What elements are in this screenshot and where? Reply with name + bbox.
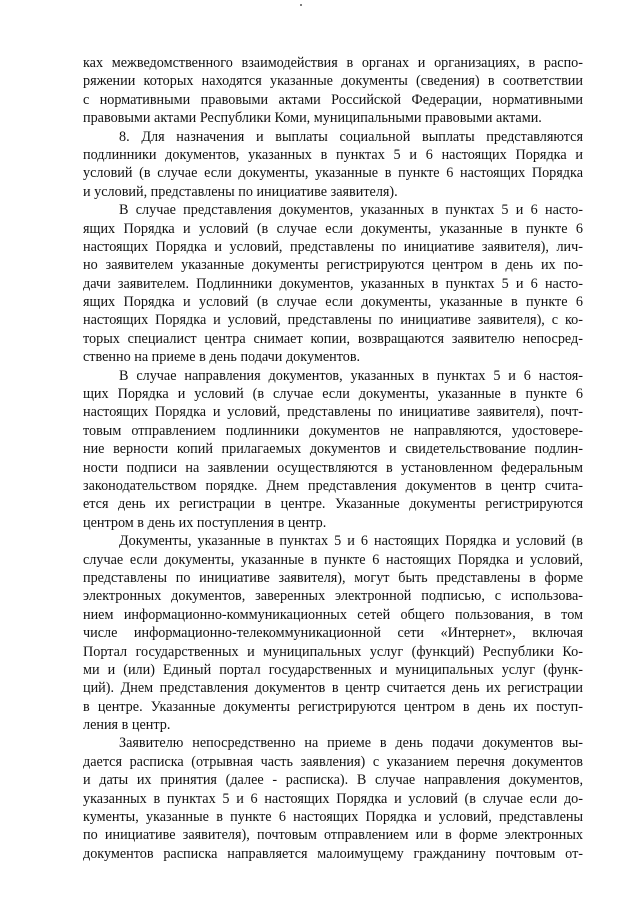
text-line: ящих Порядка и условий (в случае если документы, указанные в пункте 6 [83, 220, 583, 237]
text-line: подлинники документов, указанных в пунктах 5 и 6 настоящих Порядка и [83, 146, 583, 163]
text-line: ления в центр. [83, 717, 171, 734]
paragraph-5 [83, 532, 583, 734]
text-line: дачи заявителем. Подлинники документов, указанных в пунктах 5 и 6 насто- [83, 275, 583, 292]
text-line: правовыми актами Республики Коми, муниципальными правовыми актами. [83, 110, 542, 127]
paragraph-6 [83, 734, 583, 863]
text-line: в центре. Указанные документы регистрируются центром в день их поступ- [83, 698, 583, 715]
text-line: числе информационно-телекоммуникационной сети «Интернет», включая [83, 625, 583, 642]
text-line: представлены по инициативе заявителя), могут быть представлены в форме [83, 569, 583, 586]
text-line: и даты их принятия (далее - расписка). В случае направления документов, [83, 772, 583, 789]
text-line: законодательством порядке. Днем представления документов в центр счита- [83, 477, 583, 494]
text-line: с нормативными правовыми актами Российской Федерации, нормативными [83, 91, 583, 108]
text-line: и условий, представлены по инициативе заявителя). [83, 183, 398, 200]
text-line: дается расписка (отрывная часть заявления) с указанием перечня документов [83, 753, 583, 770]
text-line: условий (в случае если документы, указанные в пункте 6 настоящих Порядка [83, 165, 583, 182]
text-line: 8. Для назначения и выплаты социальной выплаты представляются [119, 128, 583, 145]
text-line: В случае представления документов, указанных в пунктах 5 и 6 насто- [119, 202, 583, 219]
text-line: настоящих Порядка и условий, представлены по инициативе заявителя), с ко- [83, 312, 583, 329]
text-line: но заявителем указанные документы регистрируются центром в день их по- [83, 257, 583, 274]
paragraph-4 [83, 367, 583, 533]
text-line: товым отправлением подлинники документов не направляются, удостовере- [83, 422, 583, 439]
document-body [83, 54, 583, 863]
scan-dot-mark [300, 4, 302, 6]
text-line: центром в день их поступления в центр. [83, 514, 327, 531]
text-line: торых специалист центра снимает копии, возвращаются заявителю непосред- [83, 330, 583, 347]
text-line: ций). Днем представления документов в центр считается день их регистрации [83, 680, 583, 697]
text-line: ряжении которых находятся указанные документы (сведения) в соответствии [83, 73, 583, 90]
text-line: В случае направления документов, указанных в пунктах 5 и 6 настоя- [119, 367, 583, 384]
text-line: кументы, указанные в пункте 6 настоящих Порядка и условий, представлены [83, 809, 583, 826]
text-line: Портал государственных и муниципальных услуг (функций) Республики Ко- [83, 643, 583, 660]
text-line: электронных документов, заверенных электронной подписью, с использова- [83, 588, 583, 605]
paragraph-2 [83, 128, 583, 202]
text-line: настоящих Порядка и условий, представлены по инициативе заявителя), лич- [83, 238, 583, 255]
paragraph-1 [83, 54, 583, 128]
text-line: ние верности копий прилагаемых документов и свидетельствование подлин- [83, 441, 583, 458]
text-line: Заявителю непосредственно на приеме в день подачи документов вы- [119, 735, 583, 752]
text-line: документов расписка направляется малоимущему гражданину почтовым от- [83, 845, 583, 862]
paragraph-3 [83, 201, 583, 367]
text-line: щих Порядка и условий (в случае если документы, указанные в пункте 6 [83, 386, 583, 403]
text-line: ми и (или) Единый портал государственных и муниципальных услуг (функ- [83, 661, 583, 678]
text-line: ящих Порядка и условий (в случае если документы, указанные в пункте 6 [83, 294, 583, 311]
text-line: Документы, указанные в пунктах 5 и 6 настоящих Порядка и условий (в [119, 533, 583, 550]
text-line: указанных в пунктах 5 и 6 настоящих Порядка и условий (в случае если до- [83, 790, 583, 807]
text-line: ности подписи на заявлении осуществляются в установленном федеральным [83, 459, 583, 476]
text-line: случае если документы, указанные в пункте 6 настоящих Порядка и условий, [83, 551, 583, 568]
text-line: ственно на приеме в день подачи документов. [83, 349, 361, 366]
text-line: нием информационно-коммуникационных сетей общего пользования, в том [83, 606, 583, 623]
text-line: по инициативе заявителя), почтовым отправлением или в форме электронных [83, 827, 583, 844]
text-line: ках межведомственного взаимодействия в органах и организациях, в распо- [83, 55, 583, 71]
text-line: ется день их регистрации в центре. Указанные документы регистрируются [83, 496, 583, 513]
text-line: настоящих Порядка и условий, представлены по инициативе заявителя), почт- [83, 404, 583, 421]
